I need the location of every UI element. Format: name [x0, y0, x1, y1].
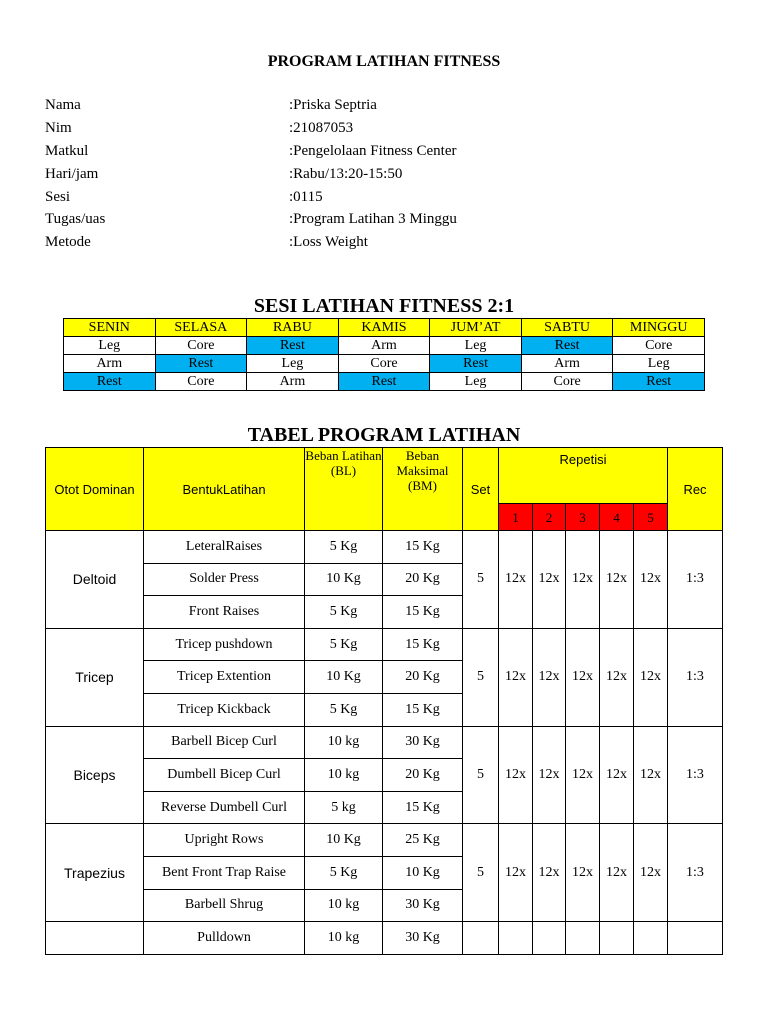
sesi-cell: Arm: [338, 337, 430, 355]
exercise-name: Reverse Dumbell Curl: [144, 791, 305, 824]
sesi-cell: Rest: [338, 373, 430, 391]
exercise-row: [46, 824, 723, 857]
set-cell: 5: [463, 628, 499, 726]
exercise-name: Bent Front Trap Raise: [144, 856, 305, 889]
header-rec: Rec: [668, 448, 723, 531]
exercise-name: Upright Rows: [144, 824, 305, 857]
beban-maksimal: 30 Kg: [383, 922, 463, 955]
rep-cell: 12x: [600, 824, 634, 922]
info-label: Hari/jam: [45, 165, 99, 182]
info-label: Metode: [45, 234, 91, 251]
exercise-name: Barbell Shrug: [144, 889, 305, 922]
sesi-cell: Rest: [64, 373, 156, 391]
rep-cell: 12x: [566, 824, 600, 922]
beban-maksimal: 15 Kg: [383, 531, 463, 564]
sesi-cell: Rest: [613, 373, 705, 391]
beban-latihan: 10 kg: [305, 759, 383, 792]
rep-cell: 12x: [566, 726, 600, 824]
beban-maksimal: 15 Kg: [383, 693, 463, 726]
beban-latihan: 5 Kg: [305, 856, 383, 889]
sesi-cell: Core: [155, 337, 247, 355]
sesi-cell: Rest: [247, 337, 339, 355]
exercise-name: Tricep pushdown: [144, 628, 305, 661]
beban-latihan: 5 Kg: [305, 531, 383, 564]
rep-cell: 12x: [533, 628, 566, 726]
header-otot-dominan: Otot Dominan: [46, 448, 144, 531]
rep-cell: 12x: [533, 824, 566, 922]
info-label: Sesi: [45, 188, 71, 205]
empty-cell: [668, 922, 723, 955]
rep-cell: 12x: [634, 531, 668, 629]
sesi-row: [64, 337, 705, 355]
beban-maksimal: 15 Kg: [383, 628, 463, 661]
header-beban-maksimal: Beban Maksimal (BM): [383, 448, 463, 531]
beban-maksimal: 20 Kg: [383, 563, 463, 596]
rep-cell: 12x: [634, 726, 668, 824]
exercise-name: Tricep Kickback: [144, 693, 305, 726]
header-set: Set: [463, 448, 499, 531]
sesi-table: [63, 318, 705, 391]
info-value: :Pengelolaan Fitness Center: [289, 142, 457, 159]
rec-cell: 1:3: [668, 726, 723, 824]
beban-latihan: 10 Kg: [305, 563, 383, 596]
muscle-cell: Tricep: [46, 628, 144, 726]
sesi-cell: Leg: [430, 337, 522, 355]
exercise-name: Tricep Extention: [144, 661, 305, 694]
beban-maksimal: 15 Kg: [383, 791, 463, 824]
beban-latihan: 5 Kg: [305, 628, 383, 661]
info-label: Tugas/uas: [45, 211, 106, 228]
beban-maksimal: 25 Kg: [383, 824, 463, 857]
day-header: SELASA: [155, 319, 247, 337]
exercise-name: Barbell Bicep Curl: [144, 726, 305, 759]
student-info: [45, 94, 457, 254]
muscle-cell: Deltoid: [46, 531, 144, 629]
sesi-header-row: [64, 319, 705, 337]
beban-latihan: 5 Kg: [305, 596, 383, 629]
header-repetisi: Repetisi: [499, 448, 668, 504]
empty-cell: [600, 922, 634, 955]
sesi-cell: Leg: [247, 355, 339, 373]
beban-maksimal: 30 Kg: [383, 889, 463, 922]
rep-cell: 12x: [533, 726, 566, 824]
sesi-cell: Arm: [64, 355, 156, 373]
muscle-cell: [46, 922, 144, 955]
sesi-cell: Rest: [430, 355, 522, 373]
rep-cell: 12x: [600, 531, 634, 629]
empty-cell: [533, 922, 566, 955]
info-label: Matkul: [45, 142, 89, 159]
sesi-cell: Rest: [155, 355, 247, 373]
sesi-row: [64, 373, 705, 391]
page-title: PROGRAM LATIHAN FITNESS: [267, 53, 501, 70]
empty-cell: [634, 922, 668, 955]
beban-latihan: 5 Kg: [305, 693, 383, 726]
rep-cell: 12x: [600, 628, 634, 726]
beban-latihan: 10 kg: [305, 889, 383, 922]
day-header: SABTU: [521, 319, 613, 337]
info-row: [45, 94, 457, 117]
rec-cell: 1:3: [668, 824, 723, 922]
beban-maksimal: 20 Kg: [383, 759, 463, 792]
beban-maksimal: 15 Kg: [383, 596, 463, 629]
rep-number-header: 3: [566, 504, 600, 531]
rep-number-header: 1: [499, 504, 533, 531]
beban-latihan: 10 Kg: [305, 661, 383, 694]
info-row: [45, 163, 457, 186]
rec-cell: 1:3: [668, 628, 723, 726]
info-label: Nim: [45, 119, 72, 136]
exercise-row: [46, 531, 723, 564]
beban-maksimal: 30 Kg: [383, 726, 463, 759]
empty-cell: [463, 922, 499, 955]
sesi-cell: Core: [521, 373, 613, 391]
info-value: :0115: [289, 188, 323, 205]
muscle-cell: Biceps: [46, 726, 144, 824]
exercise-name: Solder Press: [144, 563, 305, 596]
info-value: :Rabu/13:20-15:50: [289, 165, 403, 182]
info-value: :Loss Weight: [289, 234, 368, 251]
rep-cell: 12x: [600, 726, 634, 824]
info-row: [45, 140, 457, 163]
sesi-cell: Leg: [64, 337, 156, 355]
rep-cell: 12x: [566, 531, 600, 629]
exercise-row: [46, 922, 723, 955]
set-cell: 5: [463, 726, 499, 824]
beban-latihan: 5 kg: [305, 791, 383, 824]
header-beban-latihan: Beban Latihan (BL): [305, 448, 383, 531]
empty-cell: [566, 922, 600, 955]
rep-number-header: 4: [600, 504, 634, 531]
header-bentuk-latihan: BentukLatihan: [144, 448, 305, 531]
program-table: [45, 447, 723, 955]
muscle-cell: Trapezius: [46, 824, 144, 922]
rep-cell: 12x: [499, 531, 533, 629]
rep-cell: 12x: [499, 824, 533, 922]
rep-cell: 12x: [634, 824, 668, 922]
rec-cell: 1:3: [668, 531, 723, 629]
rep-cell: 12x: [533, 531, 566, 629]
exercise-row: [46, 628, 723, 661]
beban-maksimal: 10 Kg: [383, 856, 463, 889]
beban-maksimal: 20 Kg: [383, 661, 463, 694]
info-value: :Priska Septria: [289, 97, 377, 113]
sesi-cell: Rest: [521, 337, 613, 355]
info-value: :21087053: [289, 119, 354, 136]
day-header: RABU: [247, 319, 339, 337]
sesi-cell: Core: [613, 337, 705, 355]
sesi-cell: Leg: [430, 373, 522, 391]
exercise-name: Pulldown: [144, 922, 305, 955]
sesi-cell: Core: [155, 373, 247, 391]
exercise-row: [46, 726, 723, 759]
info-label: Nama: [45, 97, 81, 113]
rep-cell: 12x: [499, 628, 533, 726]
sesi-cell: Core: [338, 355, 430, 373]
sesi-heading: SESI LATIHAN FITNESS 2:1: [253, 295, 515, 317]
info-value: :Program Latihan 3 Minggu: [289, 211, 457, 228]
beban-latihan: 10 Kg: [305, 824, 383, 857]
rep-number-header: 2: [533, 504, 566, 531]
set-cell: 5: [463, 531, 499, 629]
day-header: JUM’AT: [430, 319, 522, 337]
beban-latihan: 10 kg: [305, 726, 383, 759]
beban-latihan: 10 kg: [305, 922, 383, 955]
day-header: KAMIS: [338, 319, 430, 337]
info-row: [45, 208, 457, 231]
empty-cell: [499, 922, 533, 955]
info-row: [45, 186, 457, 209]
tabel-heading: TABEL PROGRAM LATIHAN: [247, 424, 521, 446]
rep-number-header: 5: [634, 504, 668, 531]
rep-cell: 12x: [634, 628, 668, 726]
exercise-name: Dumbell Bicep Curl: [144, 759, 305, 792]
sesi-cell: Leg: [613, 355, 705, 373]
exercise-name: Front Raises: [144, 596, 305, 629]
sesi-cell: Arm: [521, 355, 613, 373]
exercise-name: LeteralRaises: [144, 531, 305, 564]
day-header: SENIN: [64, 319, 156, 337]
sesi-cell: Arm: [247, 373, 339, 391]
info-row: [45, 231, 457, 254]
rep-cell: 12x: [499, 726, 533, 824]
rep-cell: 12x: [566, 628, 600, 726]
sesi-row: [64, 355, 705, 373]
info-row: [45, 117, 457, 140]
day-header: MINGGU: [613, 319, 705, 337]
set-cell: 5: [463, 824, 499, 922]
